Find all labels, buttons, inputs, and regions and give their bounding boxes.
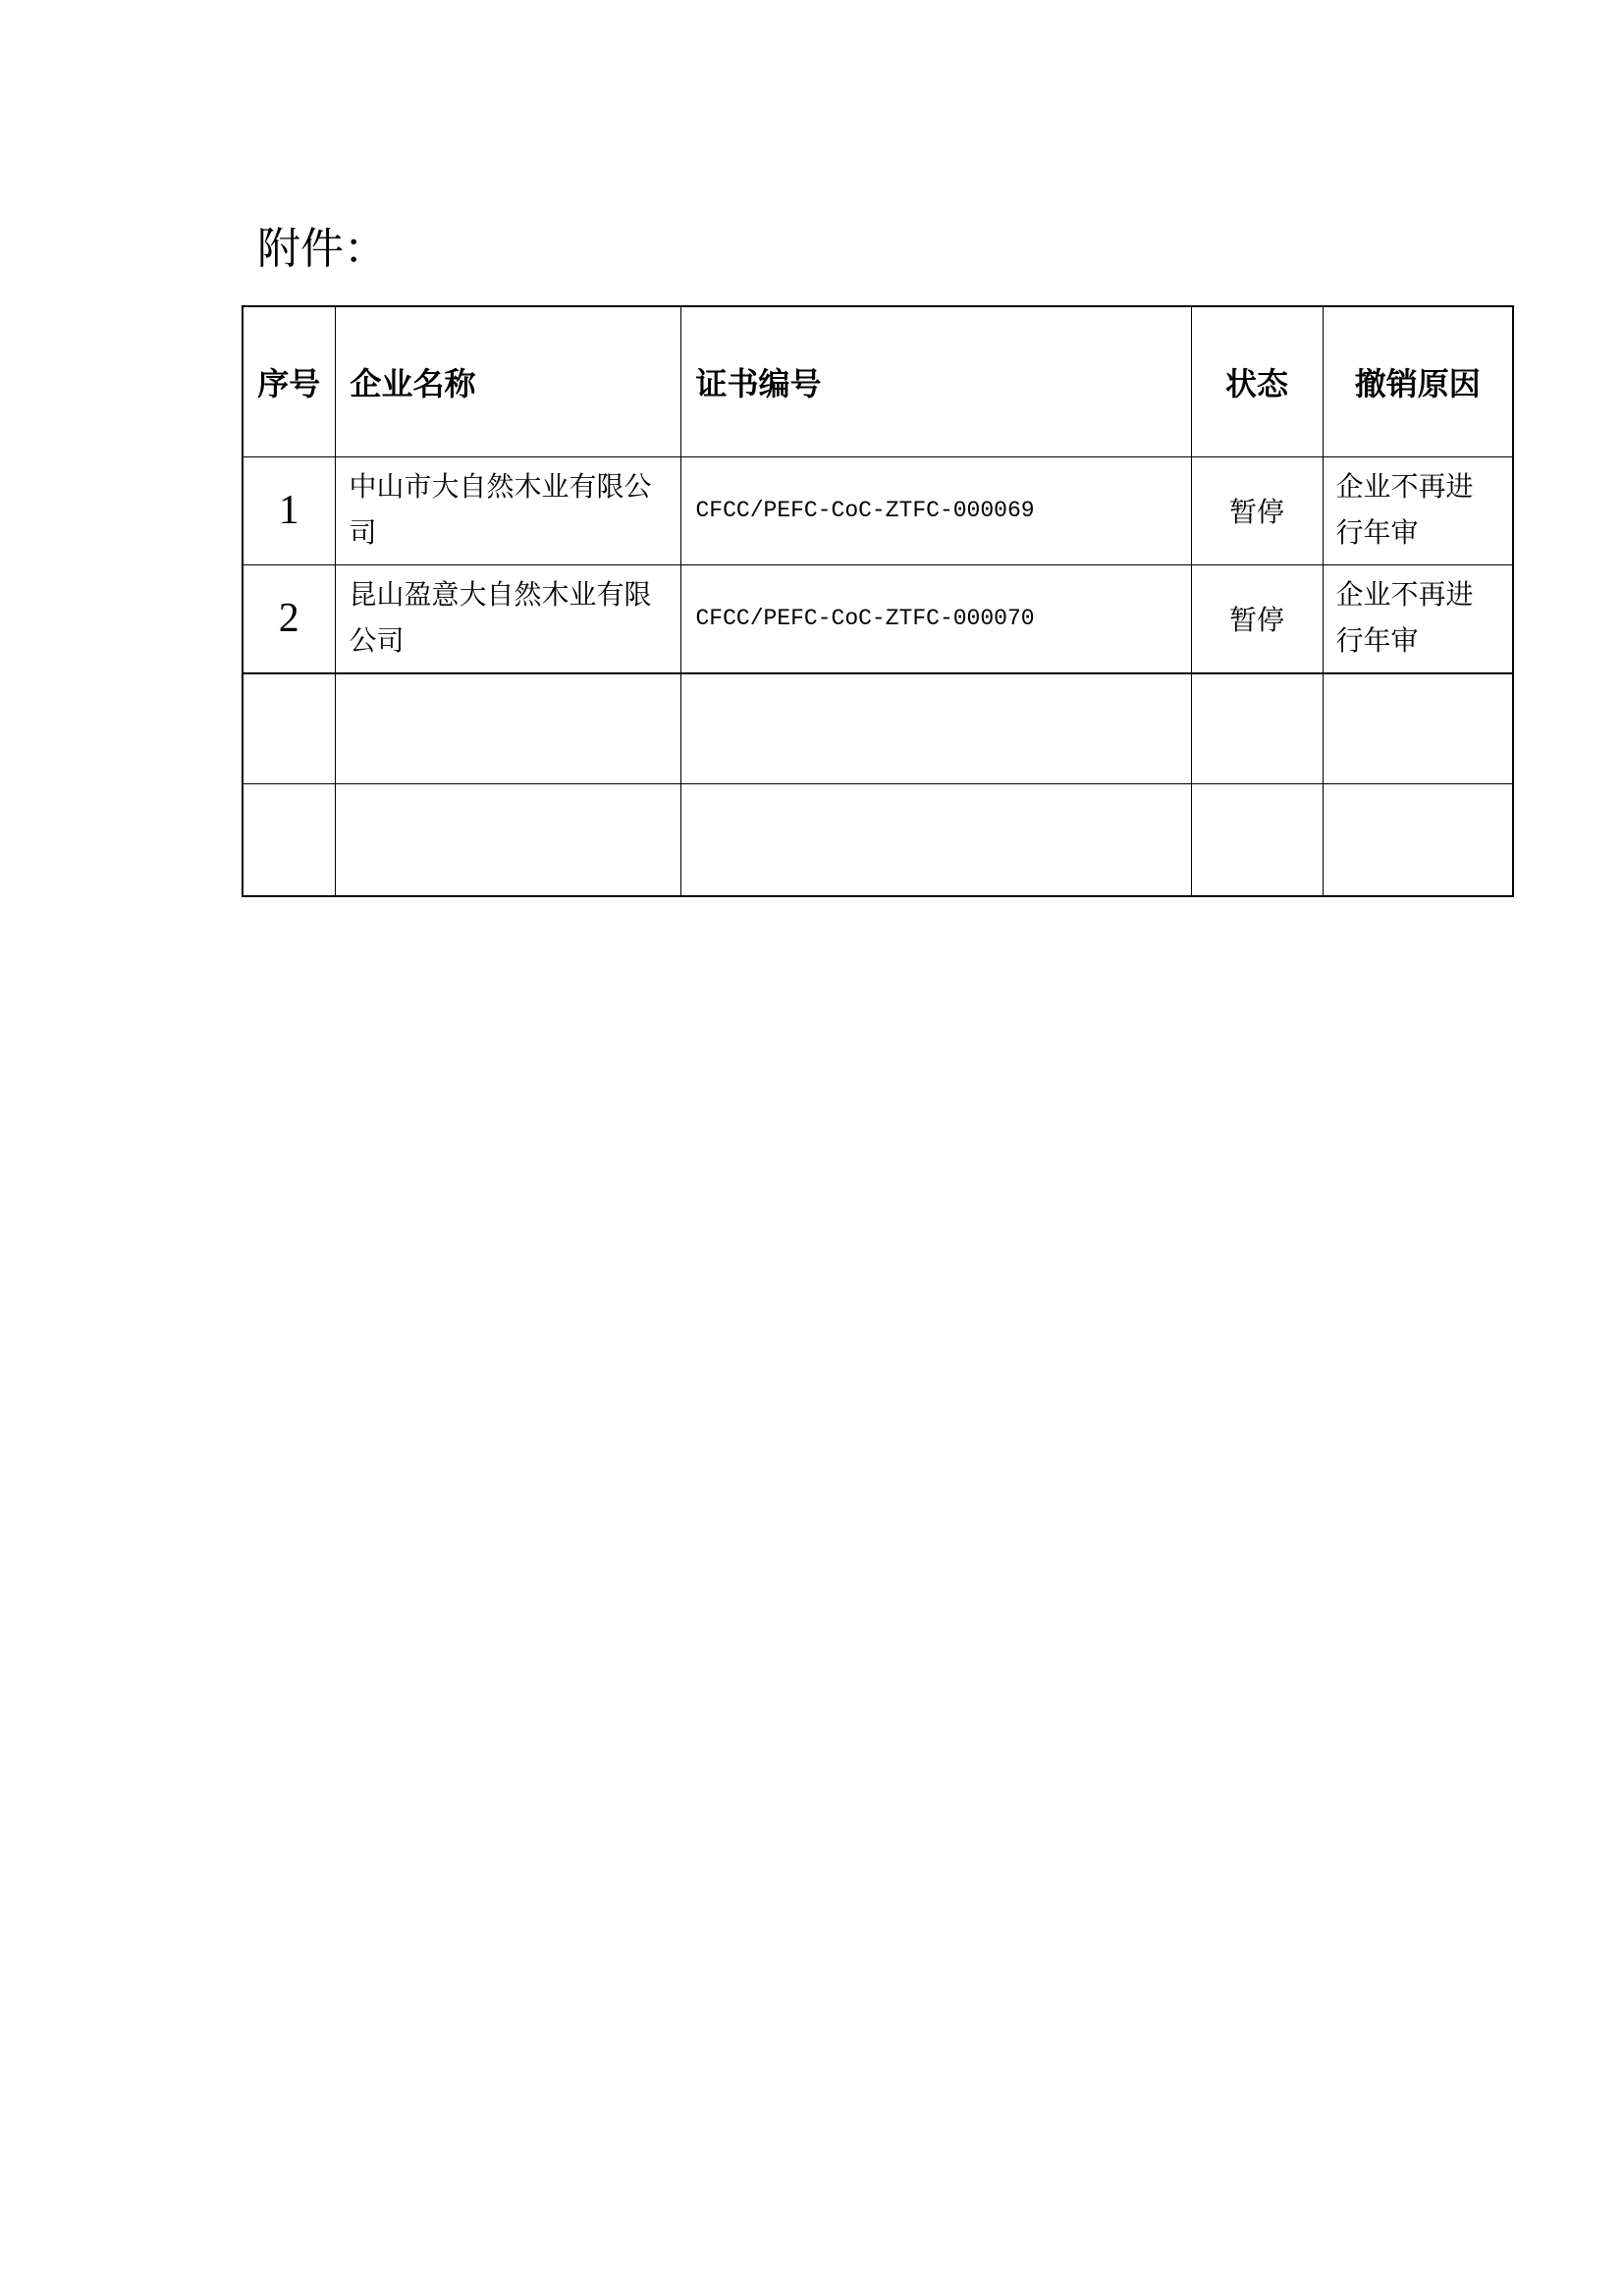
table-row (243, 456, 1513, 564)
cell-serial: 2 (243, 564, 335, 673)
header-cell-cert-number: 证书编号 (680, 306, 1191, 456)
cell-company (335, 783, 680, 896)
table-row-empty (243, 673, 1513, 783)
cell-serial (243, 673, 335, 783)
cell-serial (243, 783, 335, 896)
cell-status: 暂停 (1191, 564, 1323, 673)
cell-revoke-reason (1323, 783, 1513, 896)
cell-status (1191, 783, 1323, 896)
table-row (243, 564, 1513, 673)
cell-revoke-reason: 企业不再进行年审 (1323, 564, 1513, 673)
header-cell-status: 状态 (1191, 306, 1323, 456)
cell-revoke-reason (1323, 673, 1513, 783)
header-cell-revoke-reason: 撤销原因 (1323, 306, 1513, 456)
cell-cert-number: CFCC/PEFC-CoC-ZTFC-000069 (680, 456, 1191, 564)
certificate-table (242, 305, 1514, 897)
table-header-row (243, 306, 1513, 456)
cell-status: 暂停 (1191, 456, 1323, 564)
table-row-empty (243, 783, 1513, 896)
cell-cert-number (680, 783, 1191, 896)
cell-company: 中山市大自然木业有限公司 (335, 456, 680, 564)
cell-company (335, 673, 680, 783)
attachment-label: 附件： (257, 225, 387, 273)
cell-cert-number: CFCC/PEFC-CoC-ZTFC-000070 (680, 564, 1191, 673)
cell-cert-number (680, 673, 1191, 783)
cell-company: 昆山盈意大自然木业有限公司 (335, 564, 680, 673)
header-cell-serial: 序号 (243, 306, 335, 456)
header-cell-company: 企业名称 (335, 306, 680, 456)
cell-revoke-reason: 企业不再进行年审 (1323, 456, 1513, 564)
cell-serial: 1 (243, 456, 335, 564)
cell-status (1191, 673, 1323, 783)
